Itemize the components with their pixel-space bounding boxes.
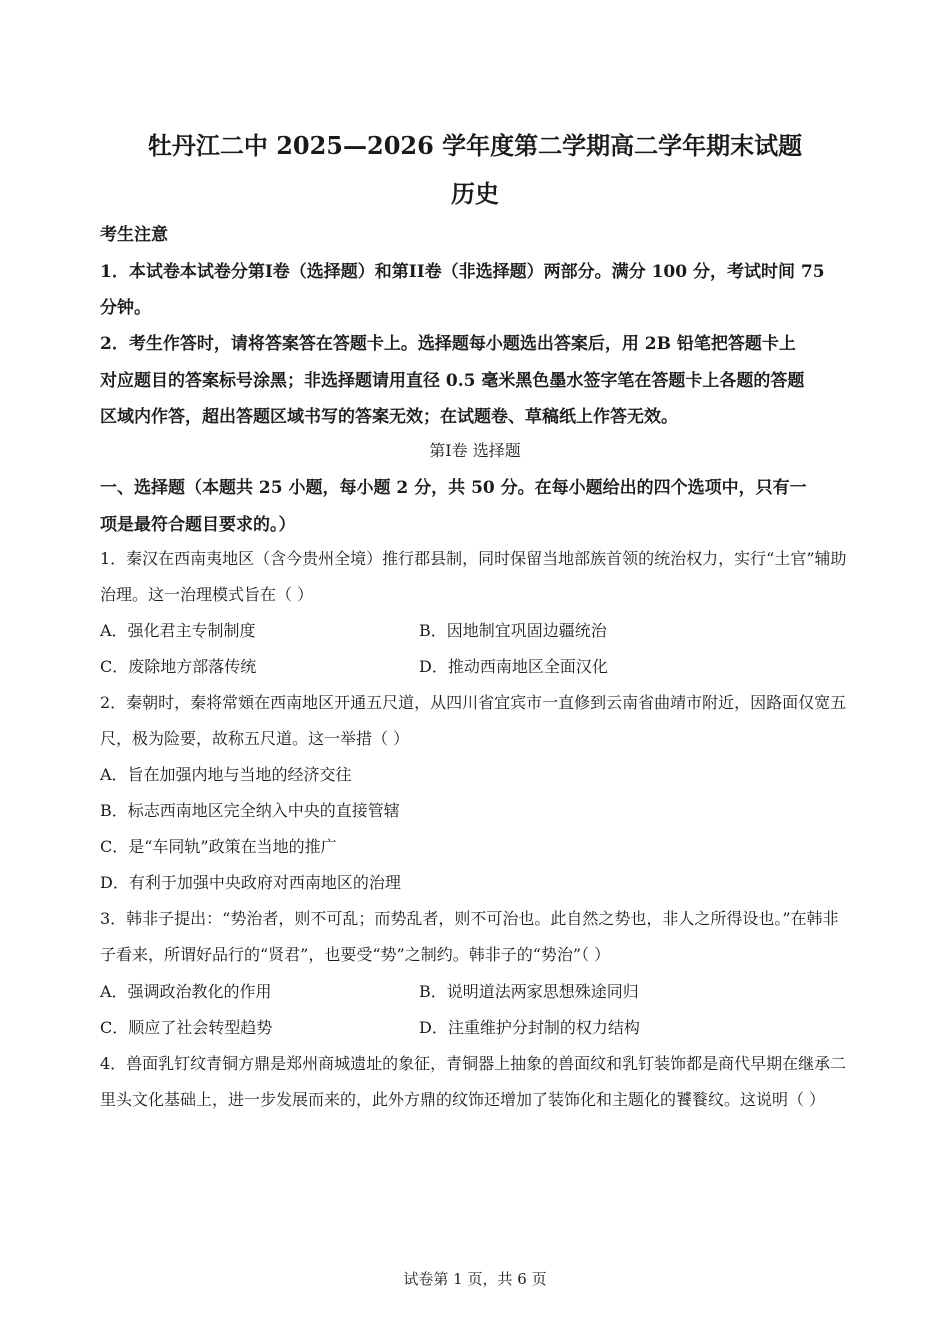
question-2-option-d: D．有利于加强中央政府对西南地区的治理 (100, 873, 401, 892)
question-2-stem-line-2: 尺，极为险要，故称五尺道。这一举措（ ） (100, 729, 410, 748)
question-1-stem-line-1: 1．秦汉在西南夷地区（含今贵州全境）推行郡县制，同时保留当地部族首领的统治权力，实行“土官”辅助 (100, 549, 847, 568)
question-1-stem-line-2: 治理。这一治理模式旨在（ ） (100, 585, 314, 604)
question-2-option-a: A．旨在加强内地与当地的经济交往 (100, 765, 352, 784)
question-4-stem-line-1: 4．兽面乳钉纹青铜方鼎是郑州商城遗址的象征，青铜器上抽象的兽面纹和乳钉装饰都是商代早期在继承二 (100, 1054, 847, 1073)
question-3-stem-line-1: 3．韩非子提出：“势治者，则不可乱；而势乱者，则不可治也。此自然之势也，非人之所得设也。”在韩非 (100, 909, 839, 928)
subject-title: 历史 (451, 179, 499, 208)
question-3-stem-line-2: 子看来，所谓好品行的“贤君”，也要受“势”之制约。韩非子的“势治”（ ） (100, 945, 611, 964)
part-title: 第I卷 选择题 (429, 441, 521, 460)
question-2-option-c: C．是“车同轨”政策在当地的推广 (100, 837, 337, 856)
notice-item-1-line-2: 分钟。 (100, 298, 151, 318)
question-2-option-b: B．标志西南地区完全纳入中央的直接管辖 (100, 801, 400, 820)
notice-item-2-line-1: 2．考生作答时，请将答案答在答题卡上。选择题每小题选出答案后，用 2B 铅笔把答题卡上 (100, 334, 796, 354)
notice-item-1-line-1: 1．本试卷本试卷分第I卷（选择题）和第II卷（非选择题）两部分。满分 100 分，考试时间 75 (100, 262, 825, 282)
notice-heading: 考生注意 (100, 225, 168, 245)
question-3-option-d: D．注重维护分封制的权力结构 (419, 1018, 640, 1037)
question-3-option-a: A．强调政治教化的作用 (100, 982, 272, 1001)
notice-item-2-line-3: 区域内作答，超出答题区域书写的答案无效；在试题卷、草稿纸上作答无效。 (100, 407, 678, 427)
question-2-stem-line-1: 2．秦朝时，秦将常頞在西南地区开通五尺道，从四川省宜宾市一直修到云南省曲靖市附近，因路面仅宽五 (100, 693, 847, 712)
question-1-option-b: B．因地制宜巩固边疆统治 (419, 621, 607, 640)
question-1-option-c: C．废除地方部落传统 (100, 657, 257, 676)
section-instruction-line-2: 项是最符合题目要求的。） (100, 515, 296, 535)
question-1-option-d: D．推动西南地区全面汉化 (419, 657, 608, 676)
question-3-option-c: C．顺应了社会转型趋势 (100, 1018, 273, 1037)
question-1-option-a: A．强化君主专制制度 (100, 621, 256, 640)
exam-title: 牡丹江二中 2025—2026 学年度第二学期高二学年期末试题 (147, 131, 803, 160)
section-instruction-line-1: 一、选择题（本题共 25 小题，每小题 2 分，共 50 分。在每小题给出的四个选项中，只有一 (100, 478, 807, 498)
notice-item-2-line-2: 对应题目的答案标号涂黑；非选择题请用直径 0.5 毫米黑色墨水签字笔在答题卡上各题的答题 (100, 371, 805, 391)
page-footer: 试卷第 1 页，共 6 页 (403, 1270, 547, 1288)
question-4-stem-line-2: 里头文化基础上，进一步发展而来的，此外方鼎的纹饰还增加了装饰化和主题化的饕餮纹。这说明（ ） (100, 1090, 826, 1109)
question-3-option-b: B．说明道法两家思想殊途同归 (419, 982, 639, 1001)
